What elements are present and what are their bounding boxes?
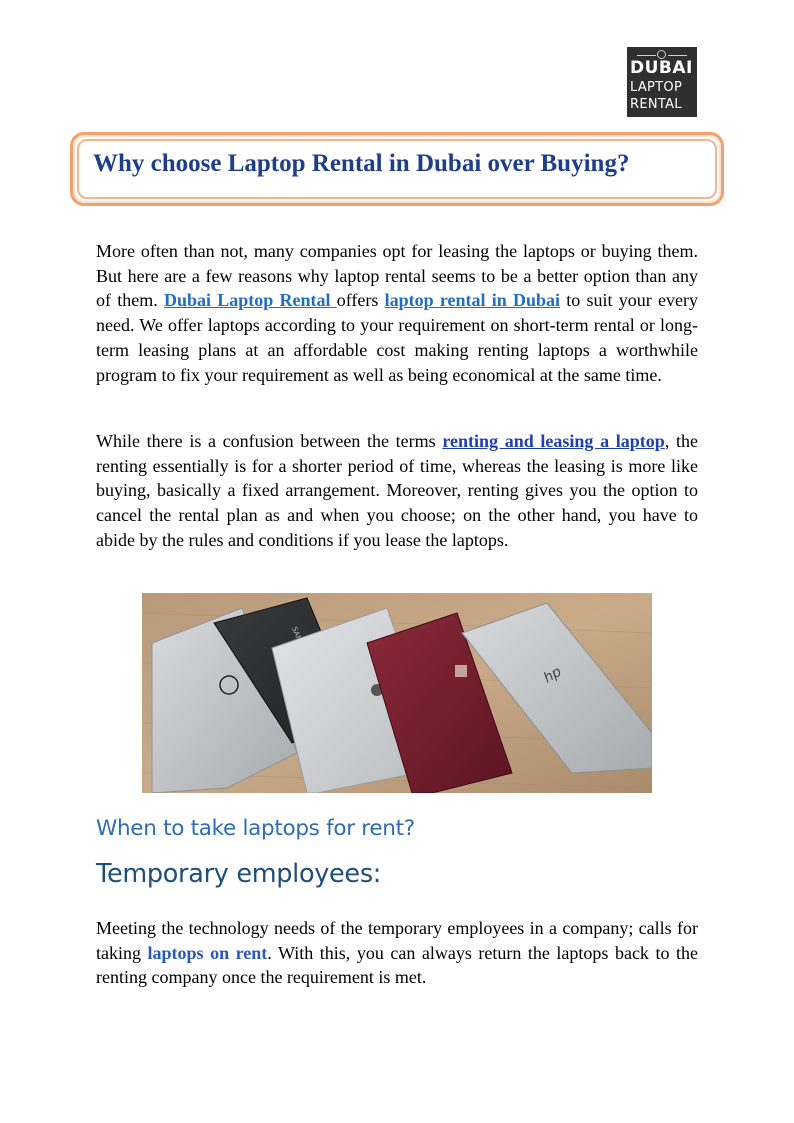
laptop-rental-in-dubai-link[interactable]: laptop rental in Dubai bbox=[384, 290, 561, 311]
windows-logo-icon bbox=[455, 665, 467, 677]
title-frame bbox=[70, 132, 724, 206]
intro-text-2: offers bbox=[336, 290, 385, 311]
page-title: Why choose Laptop Rental in Dubai over Buying? bbox=[93, 150, 630, 177]
renting-text-2: , the renting essentially is for a shorter period of time, whereas the leasing is more like buying, basically a fixed arrangement. Moreover, renting gives you the option to cancel the rental plan as and when you choose; on the other hand, you have to abide by the rules and conditions if you lease the laptops. bbox=[96, 431, 698, 550]
temp-text-2: . With this, you can always return the laptops back to the renting company once the requirement is met. bbox=[96, 942, 698, 988]
temp-text-1: Meeting the technology needs of the temporary employees in a company; calls for taking bbox=[96, 918, 698, 963]
temporary-employees-paragraph bbox=[96, 916, 698, 990]
laptops-on-rent-link[interactable]: laptops on rent bbox=[147, 942, 268, 963]
intro-text-3: to suit your every need. We offer laptops according to your requirement on short-term rental or long-term leasing plans at an affordable cost making renting laptops a worthwhile program to fix your requirement as well as being economical at the same time. bbox=[96, 290, 698, 385]
laptops-photo bbox=[142, 593, 652, 793]
logo-text-dubai: DUBAI bbox=[630, 58, 693, 78]
section-heading-when-to-rent: When to take laptops for rent? bbox=[96, 816, 415, 841]
renting-and-leasing-link[interactable]: renting and leasing a laptop bbox=[442, 431, 665, 451]
logo-text-rental: RENTAL bbox=[630, 97, 682, 112]
section-heading-temporary-employees: Temporary employees: bbox=[96, 859, 382, 889]
renting-text-1: While there is a confusion between the terms bbox=[96, 431, 443, 451]
renting-vs-leasing-paragraph bbox=[96, 429, 698, 553]
logo-text-laptop: LAPTOP bbox=[630, 80, 683, 95]
dubai-laptop-rental-link[interactable]: Dubai Laptop Rental bbox=[163, 290, 337, 311]
laptops-photo-illustration bbox=[142, 593, 652, 793]
company-logo bbox=[627, 47, 697, 117]
hp-logo-text: hp bbox=[541, 663, 565, 687]
intro-text-1: More often than not, many companies opt for leasing the laptops or buying them. But here are a few reasons why laptop rental seems to be a better option than any of them. bbox=[96, 241, 698, 311]
intro-paragraph bbox=[96, 239, 698, 387]
